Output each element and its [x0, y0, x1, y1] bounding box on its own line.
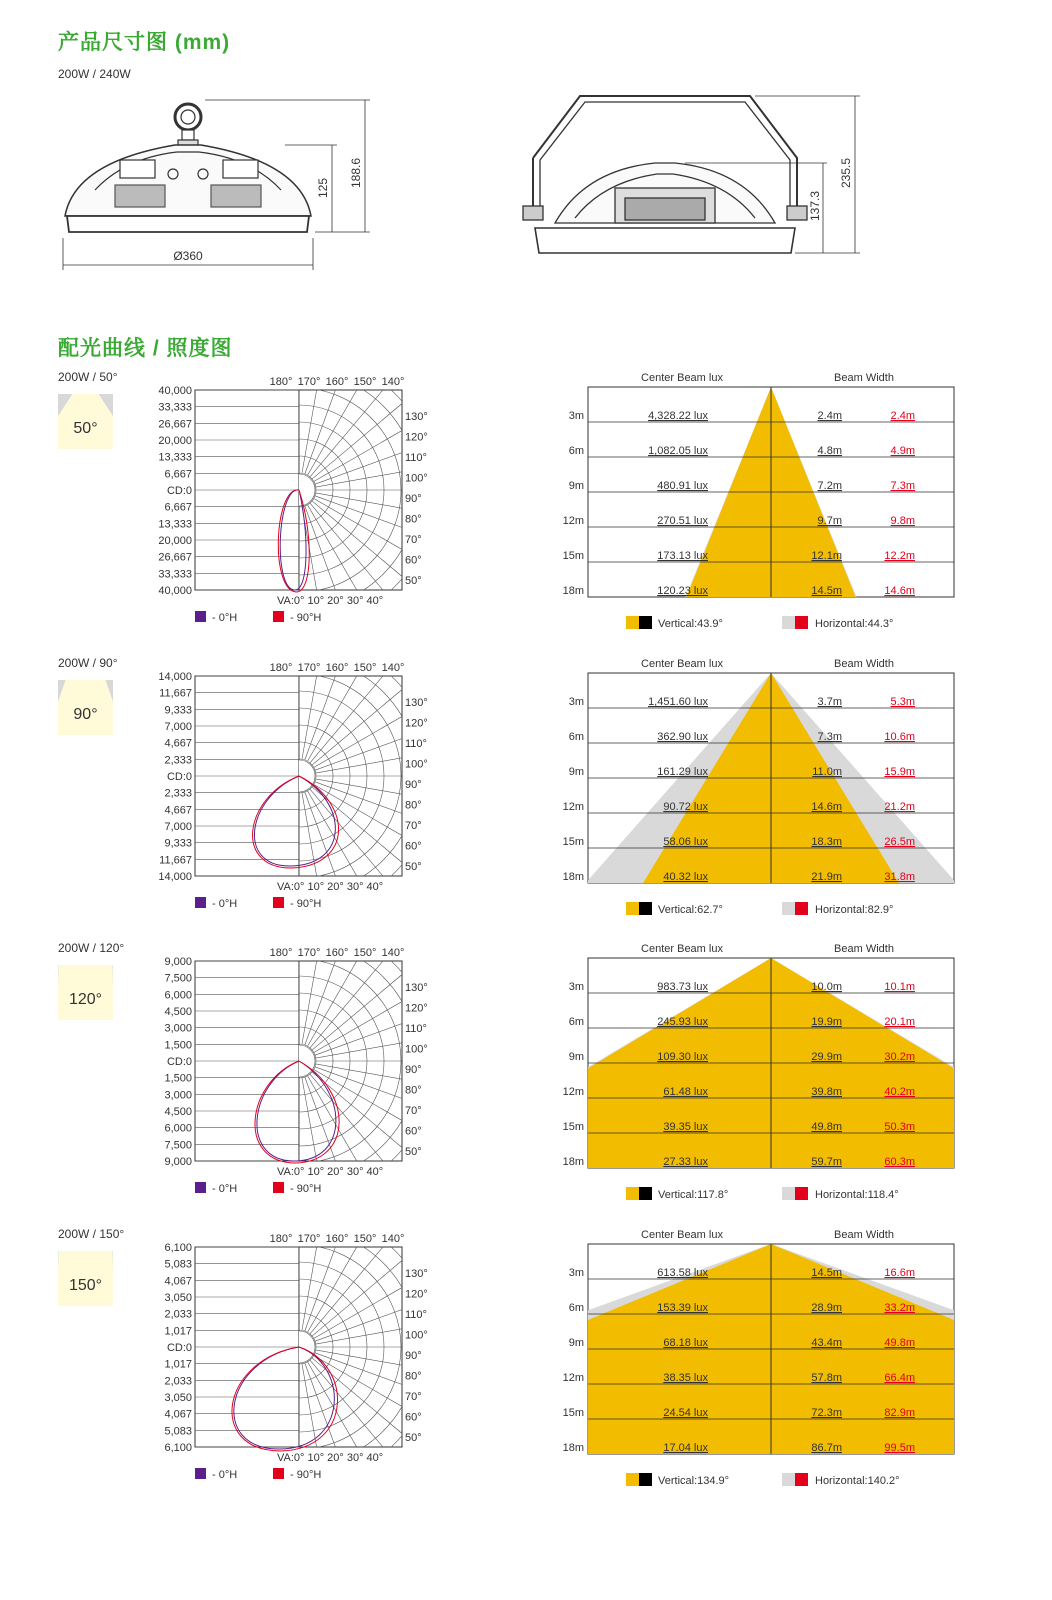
front-view-drawing	[55, 90, 385, 280]
beam-angle-badge	[58, 965, 113, 1020]
top-angle-label: 150°	[353, 947, 377, 959]
cd-tick-label: 26,667	[158, 418, 192, 431]
cd-tick-label: 7,000	[164, 820, 192, 833]
illuminance-chart	[560, 656, 960, 921]
distance-label: 3m	[568, 981, 584, 993]
right-angle-label: 110°	[405, 452, 427, 464]
photometric-title: 配光曲线 / 照度图	[58, 337, 233, 360]
col-header-width: Beam Width	[834, 943, 894, 955]
center-lux-value: 68.18 lux	[663, 1336, 708, 1349]
cd-tick-label: 14,000	[158, 670, 192, 683]
cd-tick-label: 6,100	[164, 1241, 192, 1254]
horizontal-angle-label: Horizontal:82.9°	[815, 903, 894, 916]
cd-tick-label: 11,667	[159, 687, 192, 700]
legend-swatch-0h	[195, 1182, 206, 1193]
beam-width-vertical: 29.9m	[811, 1051, 842, 1063]
right-angle-label: 120°	[405, 717, 428, 729]
beam-width-vertical: 2.4m	[817, 410, 842, 422]
right-angle-label: 120°	[405, 1288, 428, 1300]
vertical-angle-label: Vertical:43.9°	[658, 618, 723, 630]
cd-tick-label: 1,500	[164, 1072, 192, 1085]
beam-width-vertical: 14.5m	[811, 585, 842, 597]
col-header-width: Beam Width	[834, 372, 894, 384]
legend-90h: - 90°H	[290, 612, 322, 624]
distance-label: 9m	[568, 765, 584, 778]
cd-tick-label: 7,000	[164, 720, 192, 733]
badge-wedge	[58, 680, 113, 702]
top-angle-label: 170°	[297, 1232, 321, 1245]
beam-width-horizontal: 7.3m	[890, 480, 915, 492]
bottom-angle-axis: VA:0° 10° 20° 30° 40°	[277, 595, 384, 607]
col-header-lux: Center Beam lux	[641, 943, 723, 955]
cd-tick-label: 6,000	[164, 1122, 192, 1135]
distance-label: 15m	[562, 550, 584, 562]
distance-label: 18m	[562, 870, 584, 883]
center-lux-value: 4,328.22 lux	[648, 410, 708, 422]
distance-label: 18m	[562, 1156, 584, 1168]
cd-tick-label: 6,667	[164, 468, 192, 481]
distance-label: 15m	[562, 1121, 584, 1133]
center-lux-value: 58.06 lux	[663, 835, 708, 848]
center-lux-value: 38.35 lux	[663, 1371, 708, 1384]
legend-vertical-black	[639, 902, 652, 915]
beam-width-vertical: 11.0m	[812, 765, 842, 778]
center-lux-value: 173.13 lux	[657, 550, 708, 562]
distance-label: 18m	[562, 585, 584, 597]
top-angle-label: 160°	[325, 947, 349, 959]
legend-vertical-yellow	[626, 902, 639, 915]
col-header-width: Beam Width	[834, 1228, 894, 1241]
badge-text: 150°	[68, 1276, 103, 1294]
cd-tick-label: 3,050	[164, 1291, 192, 1304]
cd-tick-label: 9,000	[164, 956, 192, 968]
cd-tick-label: CD:0	[166, 1056, 192, 1068]
cd-tick-label: 9,333	[164, 703, 192, 716]
top-angle-label: 170°	[297, 661, 321, 674]
top-angle-label: 180°	[269, 376, 293, 388]
distance-label: 12m	[562, 1371, 584, 1384]
cd-tick-label: 4,667	[164, 803, 192, 816]
top-angle-label: 150°	[353, 376, 377, 388]
beam-width-horizontal: 15.9m	[884, 765, 915, 778]
top-angle-label: 170°	[297, 376, 321, 388]
top-angle-label: 140°	[381, 947, 405, 959]
legend-horizontal-gray	[782, 1473, 795, 1486]
height-label-188: 188.6	[349, 157, 363, 188]
beam-width-vertical: 7.2m	[817, 480, 842, 492]
cd-tick-label: 33,333	[158, 401, 192, 414]
right-angle-label: 60°	[405, 1125, 422, 1138]
cd-tick-label: 4,067	[164, 1274, 192, 1287]
bottom-angle-axis: VA:0° 10° 20° 30° 40°	[277, 880, 384, 893]
top-angle-label: 140°	[381, 661, 405, 674]
cd-tick-label: 40,000	[158, 585, 192, 597]
right-angle-label: 100°	[405, 758, 428, 770]
beam-width-vertical: 4.8m	[817, 445, 842, 457]
dimensions-title: 产品尺寸图 (mm)	[58, 31, 231, 54]
center-lux-value: 90.72 lux	[663, 800, 708, 813]
center-lux-value: 120.23 lux	[657, 585, 708, 597]
distance-label: 12m	[562, 1086, 584, 1098]
right-angle-label: 50°	[405, 1431, 422, 1444]
cd-tick-label: 2,333	[164, 787, 192, 800]
cd-tick-label: 13,333	[158, 451, 192, 464]
cd-tick-label: 4,667	[164, 737, 192, 750]
beam-width-vertical: 28.9m	[811, 1301, 842, 1314]
beam-width-horizontal: 33.2m	[884, 1301, 915, 1314]
right-angle-label: 100°	[405, 1329, 428, 1341]
right-angle-label: 110°	[405, 737, 427, 750]
center-lux-value: 24.54 lux	[663, 1406, 708, 1419]
legend-horizontal-gray	[782, 902, 795, 915]
legend-vertical-black	[639, 1473, 652, 1486]
distance-label: 3m	[568, 1266, 584, 1279]
cd-tick-label: CD:0	[166, 770, 192, 783]
beam-width-horizontal: 21.2m	[884, 800, 915, 813]
beam-width-vertical: 59.7m	[811, 1156, 842, 1168]
top-angle-label: 140°	[381, 1232, 405, 1245]
legend-90h: - 90°H	[290, 897, 322, 910]
beam-angle-badge	[58, 1251, 113, 1306]
center-lux-value: 983.73 lux	[657, 981, 708, 993]
legend-horizontal-red	[795, 1187, 808, 1200]
center-lux-value: 40.32 lux	[663, 870, 708, 883]
cd-tick-label: 3,000	[164, 1022, 192, 1035]
polar-diagram	[140, 656, 440, 921]
cd-tick-label: 4,500	[164, 1106, 192, 1118]
distance-label: 15m	[562, 835, 584, 848]
beam-width-vertical: 9.7m	[817, 515, 842, 527]
cd-tick-label: CD:0	[166, 485, 192, 497]
right-angle-label: 60°	[405, 840, 422, 852]
cd-tick-label: 6,000	[164, 989, 192, 1002]
cd-tick-label: 7,500	[164, 1139, 192, 1152]
legend-swatch-90h	[273, 611, 284, 622]
beam-width-horizontal: 16.6m	[884, 1266, 915, 1279]
polar-diagram	[140, 370, 440, 635]
legend-swatch-90h	[273, 1468, 284, 1479]
beam-width-horizontal: 49.8m	[884, 1336, 915, 1349]
beam-width-vertical: 10.0m	[811, 981, 842, 993]
top-angle-label: 170°	[297, 947, 321, 959]
beam-width-vertical: 39.8m	[811, 1086, 842, 1098]
beam-width-vertical: 3.7m	[817, 695, 842, 708]
beam-width-vertical: 19.9m	[811, 1016, 842, 1028]
horizontal-angle-label: Horizontal:140.2°	[815, 1474, 900, 1487]
cd-tick-label: 5,083	[164, 1424, 192, 1437]
legend-0h: - 0°H	[212, 1468, 238, 1481]
legend-0h: - 0°H	[212, 897, 238, 910]
center-lux-value: 39.35 lux	[663, 1121, 708, 1133]
beam-width-vertical: 57.8m	[811, 1371, 842, 1384]
beam-width-horizontal: 9.8m	[890, 515, 915, 527]
section-label: 200W / 50°	[58, 370, 118, 384]
distance-label: 6m	[568, 1016, 584, 1028]
legend-0h: - 0°H	[212, 1183, 238, 1195]
beam-width-horizontal: 10.1m	[884, 981, 915, 993]
distance-label: 3m	[568, 695, 584, 708]
center-lux-value: 27.33 lux	[663, 1156, 708, 1168]
distance-label: 12m	[562, 800, 584, 813]
beam-width-vertical: 72.3m	[811, 1406, 842, 1419]
cd-tick-label: 13,333	[158, 518, 192, 531]
cd-tick-label: 4,067	[164, 1408, 192, 1421]
right-angle-label: 130°	[405, 696, 428, 709]
vertical-angle-label: Vertical:134.9°	[658, 1474, 730, 1487]
legend-vertical-black	[639, 616, 652, 629]
beam-angle-badge	[58, 394, 113, 449]
beam-width-horizontal: 60.3m	[884, 1156, 915, 1168]
cd-tick-label: 6,667	[164, 501, 192, 514]
right-angle-label: 60°	[405, 554, 422, 567]
top-angle-label: 150°	[353, 1232, 377, 1245]
height-label-125: 125	[316, 177, 330, 198]
legend-vertical-black	[639, 1187, 652, 1200]
legend-swatch-90h	[273, 897, 284, 908]
col-header-width: Beam Width	[834, 657, 894, 670]
cd-tick-label: 5,083	[164, 1258, 192, 1271]
legend-swatch-0h	[195, 1468, 206, 1479]
cd-tick-label: 3,050	[164, 1391, 192, 1404]
badge-text: 50°	[73, 420, 98, 437]
col-header-lux: Center Beam lux	[641, 1228, 723, 1241]
illuminance-chart	[560, 370, 960, 635]
cd-tick-label: 20,000	[158, 535, 192, 547]
badge-text: 90°	[73, 705, 98, 723]
badge-wedge	[58, 965, 113, 987]
right-angle-label: 80°	[405, 1084, 422, 1097]
legend-horizontal-gray	[782, 616, 795, 629]
legend-horizontal-red	[795, 616, 808, 629]
center-lux-value: 613.58 lux	[657, 1266, 708, 1279]
beam-width-vertical: 7.3m	[817, 730, 842, 743]
right-angle-label: 90°	[405, 1064, 422, 1076]
section-label: 200W / 90°	[58, 655, 118, 670]
distance-label: 6m	[568, 1301, 584, 1314]
section-label: 200W / 120°	[58, 941, 125, 955]
beam-width-horizontal: 10.6m	[884, 730, 915, 743]
height-label-137: 137.3	[808, 190, 822, 221]
beam-width-horizontal: 82.9m	[884, 1406, 915, 1419]
cd-tick-label: 2,033	[164, 1374, 192, 1387]
badge-wedge	[58, 1251, 113, 1273]
badge-wedge	[58, 394, 113, 416]
distance-label: 12m	[562, 515, 584, 527]
right-angle-label: 80°	[405, 1370, 422, 1382]
horizontal-angle-label: Horizontal:44.3°	[815, 618, 894, 630]
center-lux-value: 362.90 lux	[657, 730, 708, 743]
top-angle-label: 180°	[269, 661, 293, 674]
top-angle-label: 180°	[269, 947, 293, 959]
horizontal-angle-label: Horizontal:118.4°	[815, 1189, 899, 1201]
center-lux-value: 270.51 lux	[657, 515, 708, 527]
illuminance-chart	[560, 941, 960, 1206]
right-angle-label: 120°	[405, 1002, 428, 1015]
beam-angle-badge	[58, 680, 113, 735]
beam-width-horizontal: 66.4m	[884, 1371, 915, 1384]
beam-width-horizontal: 12.2m	[884, 550, 915, 562]
legend-vertical-yellow	[626, 1187, 639, 1200]
beam-width-vertical: 86.7m	[811, 1441, 842, 1454]
legend-90h: - 90°H	[290, 1183, 322, 1195]
right-angle-label: 80°	[405, 799, 422, 811]
vertical-angle-label: Vertical:62.7°	[658, 903, 723, 916]
right-angle-label: 130°	[405, 982, 428, 994]
center-lux-value: 480.91 lux	[657, 480, 708, 492]
right-angle-label: 80°	[405, 513, 422, 526]
diameter-label: Ø360	[173, 249, 203, 263]
beam-width-vertical: 18.3m	[811, 835, 842, 848]
cd-tick-label: 3,000	[164, 1089, 192, 1102]
beam-width-horizontal: 4.9m	[890, 445, 915, 457]
beam-width-horizontal: 14.6m	[884, 585, 915, 597]
bottom-angle-axis: VA:0° 10° 20° 30° 40°	[277, 1451, 384, 1464]
right-angle-label: 70°	[405, 534, 422, 546]
right-angle-label: 130°	[405, 1267, 428, 1280]
legend-swatch-90h	[273, 1182, 284, 1193]
vertical-angle-label: Vertical:117.8°	[658, 1189, 729, 1201]
cd-tick-label: 26,667	[158, 551, 192, 564]
legend-vertical-yellow	[626, 1473, 639, 1486]
beam-width-horizontal: 20.1m	[884, 1016, 915, 1028]
polar-diagram	[140, 941, 440, 1206]
cd-tick-label: 2,033	[164, 1308, 192, 1321]
center-lux-value: 109.30 lux	[657, 1051, 708, 1063]
beam-width-horizontal: 2.4m	[890, 410, 915, 422]
beam-width-horizontal: 31.8m	[884, 870, 915, 883]
center-lux-value: 245.93 lux	[657, 1016, 708, 1028]
center-lux-value: 61.48 lux	[663, 1086, 708, 1098]
distance-label: 6m	[568, 445, 584, 457]
cd-tick-label: 1,017	[164, 1324, 192, 1337]
cd-tick-label: 20,000	[158, 435, 192, 447]
center-lux-value: 161.29 lux	[657, 765, 708, 778]
legend-swatch-0h	[195, 611, 206, 622]
cd-tick-label: 40,000	[158, 385, 192, 397]
side-view-drawing	[505, 88, 865, 263]
cd-tick-label: 14,000	[158, 870, 192, 883]
beam-width-vertical: 21.9m	[811, 870, 842, 883]
badge-text: 120°	[68, 991, 103, 1008]
beam-width-vertical: 14.5m	[811, 1266, 842, 1279]
cd-tick-label: 1,017	[164, 1358, 192, 1371]
right-angle-label: 50°	[405, 575, 422, 587]
right-angle-label: 100°	[405, 472, 428, 485]
distance-label: 18m	[562, 1441, 584, 1454]
cd-tick-label: 7,500	[164, 972, 192, 985]
center-lux-value: 1,451.60 lux	[648, 695, 708, 708]
beam-width-horizontal: 5.3m	[890, 695, 915, 708]
legend-horizontal-red	[795, 902, 808, 915]
center-lux-value: 153.39 lux	[657, 1301, 708, 1314]
cd-tick-label: CD:0	[166, 1341, 192, 1354]
right-angle-label: 50°	[405, 1146, 422, 1158]
bottom-angle-axis: VA:0° 10° 20° 30° 40°	[277, 1166, 384, 1178]
right-angle-label: 60°	[405, 1411, 422, 1423]
right-angle-label: 90°	[405, 1349, 422, 1362]
legend-90h: - 90°H	[290, 1468, 322, 1481]
beam-width-vertical: 12.1m	[811, 550, 842, 562]
distance-label: 3m	[568, 410, 584, 422]
legend-horizontal-gray	[782, 1187, 795, 1200]
section-label: 200W / 150°	[58, 1226, 125, 1241]
polar-diagram	[140, 1227, 440, 1492]
right-angle-label: 130°	[405, 411, 428, 423]
right-angle-label: 100°	[405, 1043, 428, 1056]
beam-width-horizontal: 50.3m	[884, 1121, 915, 1133]
top-angle-label: 180°	[269, 1232, 293, 1245]
beam-width-horizontal: 40.2m	[884, 1086, 915, 1098]
center-lux-value: 17.04 lux	[663, 1441, 708, 1454]
right-angle-label: 90°	[405, 493, 422, 505]
legend-swatch-0h	[195, 897, 206, 908]
distance-label: 9m	[568, 480, 584, 492]
top-angle-label: 160°	[325, 661, 349, 674]
col-header-lux: Center Beam lux	[641, 657, 723, 670]
beam-width-vertical: 49.8m	[811, 1121, 842, 1133]
cd-tick-label: 6,100	[164, 1441, 192, 1454]
distance-label: 6m	[568, 730, 584, 743]
right-angle-label: 110°	[405, 1023, 427, 1035]
cd-tick-label: 4,500	[164, 1006, 192, 1018]
illuminance-chart	[560, 1227, 960, 1492]
right-angle-label: 110°	[405, 1308, 427, 1321]
beam-width-vertical: 14.6m	[811, 800, 842, 813]
beam-width-horizontal: 99.5m	[884, 1441, 915, 1454]
right-angle-label: 70°	[405, 819, 422, 832]
distance-label: 15m	[562, 1406, 584, 1419]
legend-0h: - 0°H	[212, 612, 238, 624]
top-angle-label: 160°	[325, 376, 349, 388]
legend-vertical-yellow	[626, 616, 639, 629]
cd-tick-label: 2,333	[164, 753, 192, 766]
col-header-lux: Center Beam lux	[641, 372, 723, 384]
beam-width-horizontal: 26.5m	[884, 835, 915, 848]
cd-tick-label: 9,000	[164, 1156, 192, 1168]
right-angle-label: 90°	[405, 778, 422, 791]
center-lux-value: 1,082.05 lux	[648, 445, 708, 457]
right-angle-label: 70°	[405, 1105, 422, 1117]
cd-tick-label: 33,333	[158, 568, 192, 581]
top-angle-label: 160°	[325, 1232, 349, 1245]
right-angle-label: 50°	[405, 860, 422, 873]
legend-horizontal-red	[795, 1473, 808, 1486]
beam-width-vertical: 43.4m	[811, 1336, 842, 1349]
cd-tick-label: 11,667	[159, 853, 192, 866]
cd-tick-label: 1,500	[164, 1039, 192, 1052]
beam-width-horizontal: 30.2m	[884, 1051, 915, 1063]
cd-tick-label: 9,333	[164, 837, 192, 850]
right-angle-label: 70°	[405, 1390, 422, 1403]
height-label-235: 235.5	[839, 157, 853, 188]
model-subtitle: 200W / 240W	[58, 67, 131, 81]
distance-label: 9m	[568, 1051, 584, 1063]
top-angle-label: 140°	[381, 376, 405, 388]
distance-label: 9m	[568, 1336, 584, 1349]
top-angle-label: 150°	[353, 661, 377, 674]
right-angle-label: 120°	[405, 431, 428, 444]
